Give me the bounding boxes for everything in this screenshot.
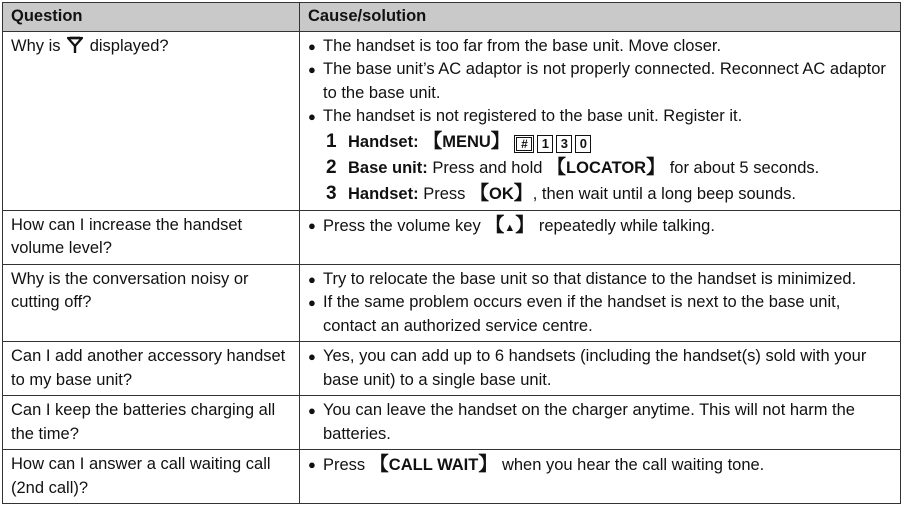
question-text-part: Why is [11,36,61,55]
answer-cell [300,396,901,450]
faq-table [2,2,901,504]
header-question: Question [3,3,300,32]
list-item: ● The handset is too far from the base unit. Move closer. [308,35,892,59]
table-row [3,342,901,396]
key-bracket-close: 】 [646,156,666,178]
call-wait-key: CALL WAIT [388,456,479,474]
key-bracket-open: 【 [547,156,567,178]
bullet-list [308,214,892,241]
answer-cell [300,450,901,504]
key-bracket-open: 【 [423,130,443,152]
answer-text: when you hear the call waiting tone. [501,456,765,474]
key-bracket-close: 】 [490,130,510,152]
question-cell: Can I keep the batteries charging all the time? [3,396,300,450]
list-item: ● Try to relocate the base unit so that distance to the handset is minimized. [308,268,892,292]
question-text-part: displayed? [89,36,169,55]
menu-key: MENU [442,132,491,151]
locator-key: LOCATOR [566,158,647,177]
step-number: 3 [326,182,337,204]
step-text: for about 5 seconds. [669,158,820,177]
question-cell: How can I answer a call waiting call (2nd call)? [3,450,300,504]
table-row [3,31,901,210]
answer-cell [300,210,901,264]
list-item: ● The base unit’s AC adaptor is not properly connected. Reconnect AC adaptor to the base unit. [308,58,892,105]
bullet-list [308,345,892,392]
list-item [308,214,892,241]
antenna-no-signal-icon [67,36,83,54]
question-cell: Can I add another accessory handset to my base unit? [3,342,300,396]
step-text: Press [423,184,466,203]
header-row [3,3,901,32]
answer-cell [300,31,901,210]
step-label: Handset: [348,132,419,151]
bullet-list [308,35,892,129]
list-item: ● If the same problem occurs even if the handset is next to the base unit, contact an authorized service centre. [308,291,892,338]
key-bracket-close: 】 [515,214,535,236]
answer-text: Press the volume key [323,216,481,235]
hash-key-icon: # [514,135,534,153]
step-text: Press and hold [432,158,543,177]
question-cell: Why is the conversation noisy or cutting off? [3,264,300,342]
step-number: 1 [326,130,337,152]
table-row [3,450,901,504]
digit-key-3: 3 [556,135,572,153]
key-bracket-close: 】 [478,454,498,475]
step-item [326,129,892,155]
step-label: Handset: [348,184,419,203]
answer-text: repeatedly while talking. [538,216,715,235]
step-text: , then wait until a long beep sounds. [532,184,797,203]
bullet-list [308,268,892,339]
table-row [3,396,901,450]
digit-key-1: 1 [537,135,553,153]
header-cause-solution: Cause/solution [300,3,901,32]
key-bracket-close: 】 [513,182,533,204]
answer-cell [300,342,901,396]
step-item [326,181,892,207]
table-row [3,264,901,342]
answer-text: Press [323,456,366,474]
key-bracket-open: 【 [469,182,489,204]
list-item: ● Yes, you can add up to 6 handsets (including the handset(s) sold with your base unit) to a single base unit. [308,345,892,392]
volume-up-key-icon: ▲ [504,221,516,234]
question-cell [3,31,300,210]
steps-list [308,129,892,207]
key-bracket-open: 【 [485,214,505,236]
key-bracket-open: 【 [369,454,389,475]
answer-cell [300,264,901,342]
ok-key: OK [488,184,514,203]
step-item [326,155,892,181]
digit-key-0: 0 [575,135,591,153]
list-item [308,453,892,478]
list-item: ● The handset is not registered to the base unit. Register it. [308,105,892,129]
step-label: Base unit: [348,158,428,177]
bullet-list [308,453,892,478]
question-cell: How can I increase the handset volume level? [3,210,300,264]
list-item: ● You can leave the handset on the charger anytime. This will not harm the batteries. [308,399,892,446]
bullet-list [308,399,892,446]
table-row [3,210,901,264]
step-number: 2 [326,156,337,178]
